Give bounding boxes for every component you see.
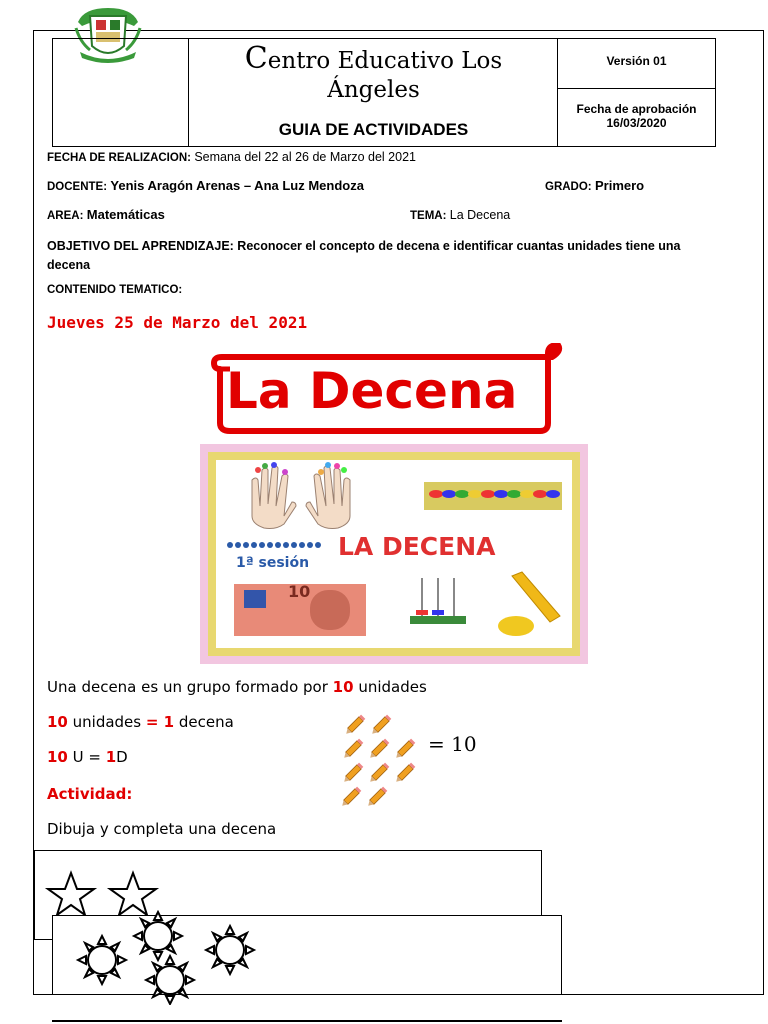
equation-2: [47, 748, 128, 766]
star-icon: [48, 873, 94, 915]
pencil-equation: = 10: [428, 732, 477, 756]
tema-label: TEMA:: [410, 210, 447, 222]
tema-row: [410, 208, 510, 222]
area-row: [47, 207, 165, 222]
fecha-value: Semana del 22 al 26 de Marzo del 2021: [194, 150, 416, 164]
suns-drawing: [70, 910, 270, 1005]
star-icon: [110, 873, 156, 915]
approval-value: 16/03/2020: [606, 116, 667, 130]
eq2-one: 1: [105, 748, 117, 766]
school-name-line2: Ángeles: [327, 77, 420, 103]
eq1-decena: decena: [174, 713, 234, 731]
area-label: AREA:: [47, 210, 84, 222]
sun-icon: [146, 956, 194, 1004]
bottom-rule: [52, 1020, 562, 1022]
eq2-u: U =: [67, 748, 106, 766]
school-name-rest: entro Educativo Los: [267, 48, 503, 74]
eq2-d: D: [116, 748, 128, 766]
approval-label: Fecha de aprobación: [576, 102, 697, 116]
docente-value: Yenis Aragón Arenas – Ana Luz Mendoza: [110, 178, 364, 193]
activity-heading: Actividad:: [47, 785, 133, 803]
definition-suffix: unidades: [353, 678, 427, 696]
sun-icon: [206, 926, 254, 974]
docente-row: [47, 178, 364, 193]
school-name: [190, 41, 557, 105]
school-initial: C: [244, 41, 268, 76]
docente-label: DOCENTE:: [47, 181, 108, 193]
tema-value: La Decena: [449, 208, 511, 222]
contenido-label: CONTENIDO TEMATICO:: [47, 284, 183, 296]
lesson-date: Jueves 25 de Marzo del 2021: [47, 313, 308, 332]
eq1-ten: 10: [47, 713, 68, 731]
guide-title: GUIA DE ACTIVIDADES: [278, 120, 469, 139]
eq1-unidades: unidades: [67, 713, 146, 731]
eq1-one: 1: [158, 713, 175, 731]
header-divider: [557, 88, 716, 89]
bill-value: 10: [288, 582, 311, 601]
poster-session: 1ª sesión: [236, 555, 310, 571]
area-value: Matemáticas: [86, 207, 165, 222]
equation-1: [47, 713, 234, 731]
approval-date: [557, 102, 716, 130]
version-label: Versión 01: [606, 54, 667, 68]
grado-row: [545, 178, 644, 193]
header-logo-cell: [52, 38, 189, 147]
activity-instruction: Dibuja y completa una decena: [47, 820, 277, 838]
eq1-equals: =: [145, 713, 159, 731]
fecha-label: FECHA DE REALIZACION:: [47, 152, 191, 164]
grado-value: Primero: [594, 178, 645, 193]
sun-icon: [134, 912, 182, 960]
eq2-ten: 10: [47, 748, 68, 766]
scroll-title: La Decena: [226, 362, 518, 420]
grado-label: GRADO:: [545, 181, 592, 193]
definition-number: 10: [332, 678, 354, 696]
sun-icon: [78, 936, 126, 984]
ten-pencils-illustration: [336, 712, 484, 812]
definition-prefix: Una decena es un grupo formado por: [47, 678, 333, 696]
definition-line: [47, 678, 427, 696]
fecha-row: [47, 150, 416, 164]
poster-title: LA DECENA: [338, 532, 496, 561]
decena-poster: [200, 444, 588, 664]
objetivo-text: OBJETIVO DEL APRENDIZAJE: Reconocer el concepto de decena e identificar cuantas unidades tiene una decena: [47, 239, 681, 272]
